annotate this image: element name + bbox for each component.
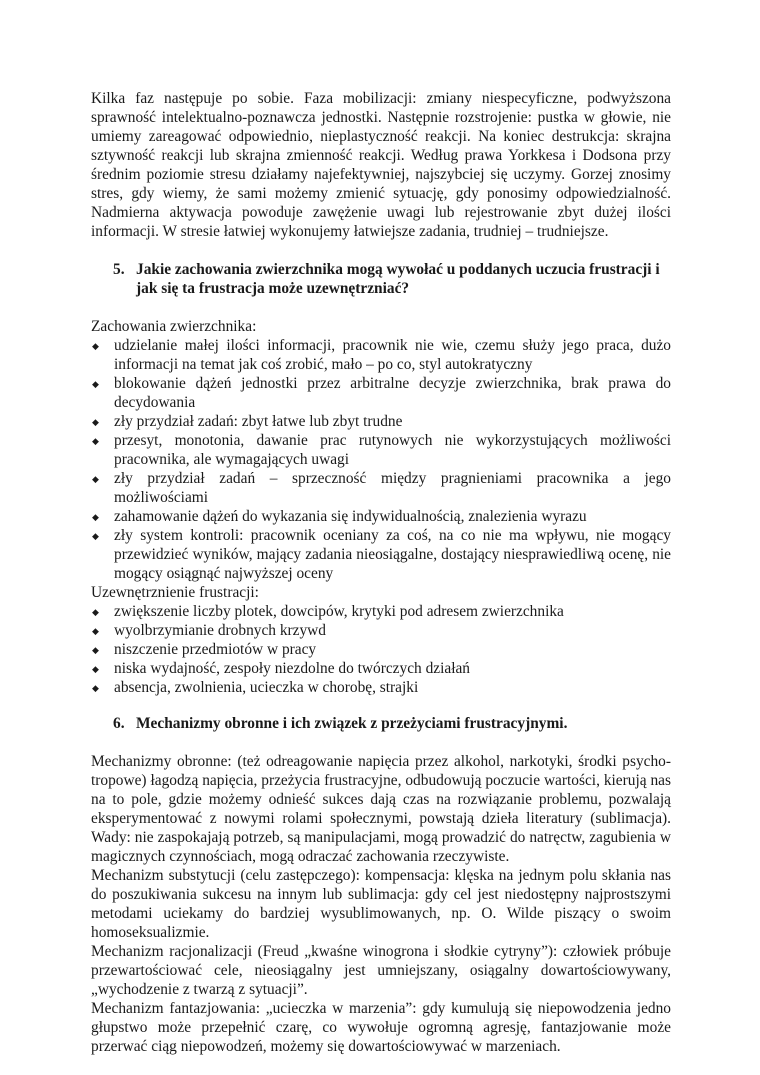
document-page — [91, 89, 671, 1056]
list-item — [91, 659, 671, 678]
list-1-label: Zachowania zwierzchnika: — [91, 318, 257, 335]
bullet-diamond-icon: ◆ — [92, 626, 99, 636]
list-item — [91, 412, 671, 431]
list-item — [91, 507, 671, 526]
bullet-diamond-icon: ◆ — [92, 645, 99, 655]
bullet-diamond-icon: ◆ — [92, 664, 99, 674]
list-frustration-expressions — [91, 602, 671, 697]
paragraph-defense-mechanisms: Mechanizmy obronne: (też odreagowanie napięcia przez alkohol, narkotyki, środki psycho-tropowe) łagodzą napięcia, przeżycia frustracyjne, odbudowują poczucie wartości, kierują nas na to pole, gdzie możemy odnieść sukces dają czas na rozwiązanie problemu, pozwalają eksperymentować z nowymi rolami społecznymi, powstają dzieła literatury (sublimacja). Wady: nie zaspokajają potrzeb, są manipulacjami, mogą prowadzić do natręctw, zagubienia w magicznych czynnościach, mogą odraczać zachowania rzeczywiste. — [91, 753, 671, 865]
list-superior-behaviours — [91, 336, 671, 583]
bullet-diamond-icon: ◆ — [92, 683, 99, 693]
list-item-text: niska wydajność, zespoły niezdolne do twórczych działań — [114, 660, 471, 677]
section-5-number: 5. — [113, 261, 125, 278]
section-6-number: 6. — [113, 715, 125, 732]
list-item — [91, 640, 671, 659]
list-item — [91, 602, 671, 621]
section-6-heading — [91, 714, 671, 733]
bullet-diamond-icon: ◆ — [92, 531, 99, 541]
paragraph-fantasizing: Mechanizm fantazjowania: „ucieczka w marzenia”: gdy kumulują się niepowodzenia jedno głupstwo może przepełnić czarę, co wywołuje ogromną agresję, fantazjowanie może przerwać ciąg niepowodzeń, możemy się dowartościowywać w marzeniach. — [91, 1000, 671, 1055]
bullet-diamond-icon: ◆ — [92, 436, 99, 446]
list-item-text: zły system kontroli: pracownik oceniany za coś, na co nie ma wpływu, nie mogący przewidzieć wyników, mający zadania nieosiągalne, dostający niesprawiedliwą ocenę, nie mogący osiągnąć najwyższej oceny — [114, 527, 671, 582]
bullet-diamond-icon: ◆ — [92, 379, 99, 389]
list-item-text: absencja, zwolnienia, ucieczka w chorobę, strajki — [114, 679, 419, 696]
bullet-diamond-icon: ◆ — [92, 512, 99, 522]
list-2-label: Uzewnętrznienie frustracji: — [91, 584, 259, 601]
list-item-text: przesyt, monotonia, dawanie prac rutynowych nie wykorzystujących możliwości pracownika, ale wymagających uwagi — [114, 432, 671, 468]
list-item-text: udzielanie małej ilości informacji, pracownik nie wie, czemu służy jego praca, dużo informacji na temat jak coś zrobić, mało – po co, styl autokratyczny — [114, 337, 671, 373]
list-item-text: wyolbrzymianie drobnych krzywd — [114, 622, 326, 639]
list-item — [91, 621, 671, 640]
list-item-text: blokowanie dążeń jednostki przez arbitralne decyzje zwierzchnika, brak prawa do decydowania — [114, 375, 671, 411]
intro-paragraph: Kilka faz następuje po sobie. Faza mobilizacji: zmiany niespecyficzne, podwyższona sprawność intelektualno-poznawcza jednostki. Następnie rozstrojenie: pustka w głowie, nie umiemy zareagować odpowiednio, nieplastyczność reakcji. Na koniec destrukcja: skrajna sztywność reakcji lub skrajna zmienność reakcji. Według prawa Yorkkesa i Dodsona przy średnim poziomie stresu działamy najefektywniej, najszybciej się uczymy. Gorzej znosimy stres, gdy wiemy, że sami możemy zmienić sytuację, gdy ponosimy odpowiedzialność. Nadmierna aktywacja powoduje zawężenie uwagi lub rejestrowanie zbyt dużej ilości informacji. W stresie łatwiej wykonujemy łatwiejsze zadania, trudniej – trudniejsze. — [91, 90, 671, 240]
list-item-text: zwiększenie liczby plotek, dowcipów, krytyki pod adresem zwierzchnika — [114, 603, 564, 620]
section-6-title: Mechanizmy obronne i ich związek z przeżyciami frustracyjnymi. — [136, 715, 568, 732]
list-item — [91, 431, 671, 469]
list-item-text: zły przydział zadań – sprzeczność między pragnieniami pracownika a jego możliwościami — [114, 470, 671, 506]
section-5-heading — [91, 260, 671, 298]
list-item-text: niszczenie przedmiotów w pracy — [114, 641, 317, 658]
bullet-diamond-icon: ◆ — [92, 341, 99, 351]
list-item — [91, 526, 671, 583]
list-item — [91, 336, 671, 374]
bullet-diamond-icon: ◆ — [92, 474, 99, 484]
bullet-diamond-icon: ◆ — [92, 417, 99, 427]
list-item — [91, 469, 671, 507]
section-5-title: Jakie zachowania zwierzchnika mogą wywołać u poddanych uczucia frustracji i jak się ta frustracja może uzewnętrzniać? — [136, 261, 660, 297]
list-item — [91, 678, 671, 697]
bullet-diamond-icon: ◆ — [92, 607, 99, 617]
list-item — [91, 374, 671, 412]
paragraph-rationalization: Mechanizm racjonalizacji (Freud „kwaśne winogrona i słodkie cytryny”): człowiek próbuje przewartościować cele, nieosiągalny jest umniejszany, osiągalny dowartościowywany, „wychodzenie z twarzą z sytuacji”. — [91, 943, 671, 998]
list-item-text: zahamowanie dążeń do wykazania się indywidualnością, znalezienia wyrazu — [114, 508, 587, 525]
paragraph-substitution: Mechanizm substytucji (celu zastępczego): kompensacja: klęska na jednym polu skłania nas do poszukiwania sukcesu na innym lub sublimacja: gdy cel jest niedostępny najprostszymi metodami uciekamy do bardziej wysublimowanych, np. O. Wilde piszący o swoim homoseksualizmie. — [91, 867, 671, 941]
list-item-text: zły przydział zadań: zbyt łatwe lub zbyt trudne — [114, 413, 403, 430]
